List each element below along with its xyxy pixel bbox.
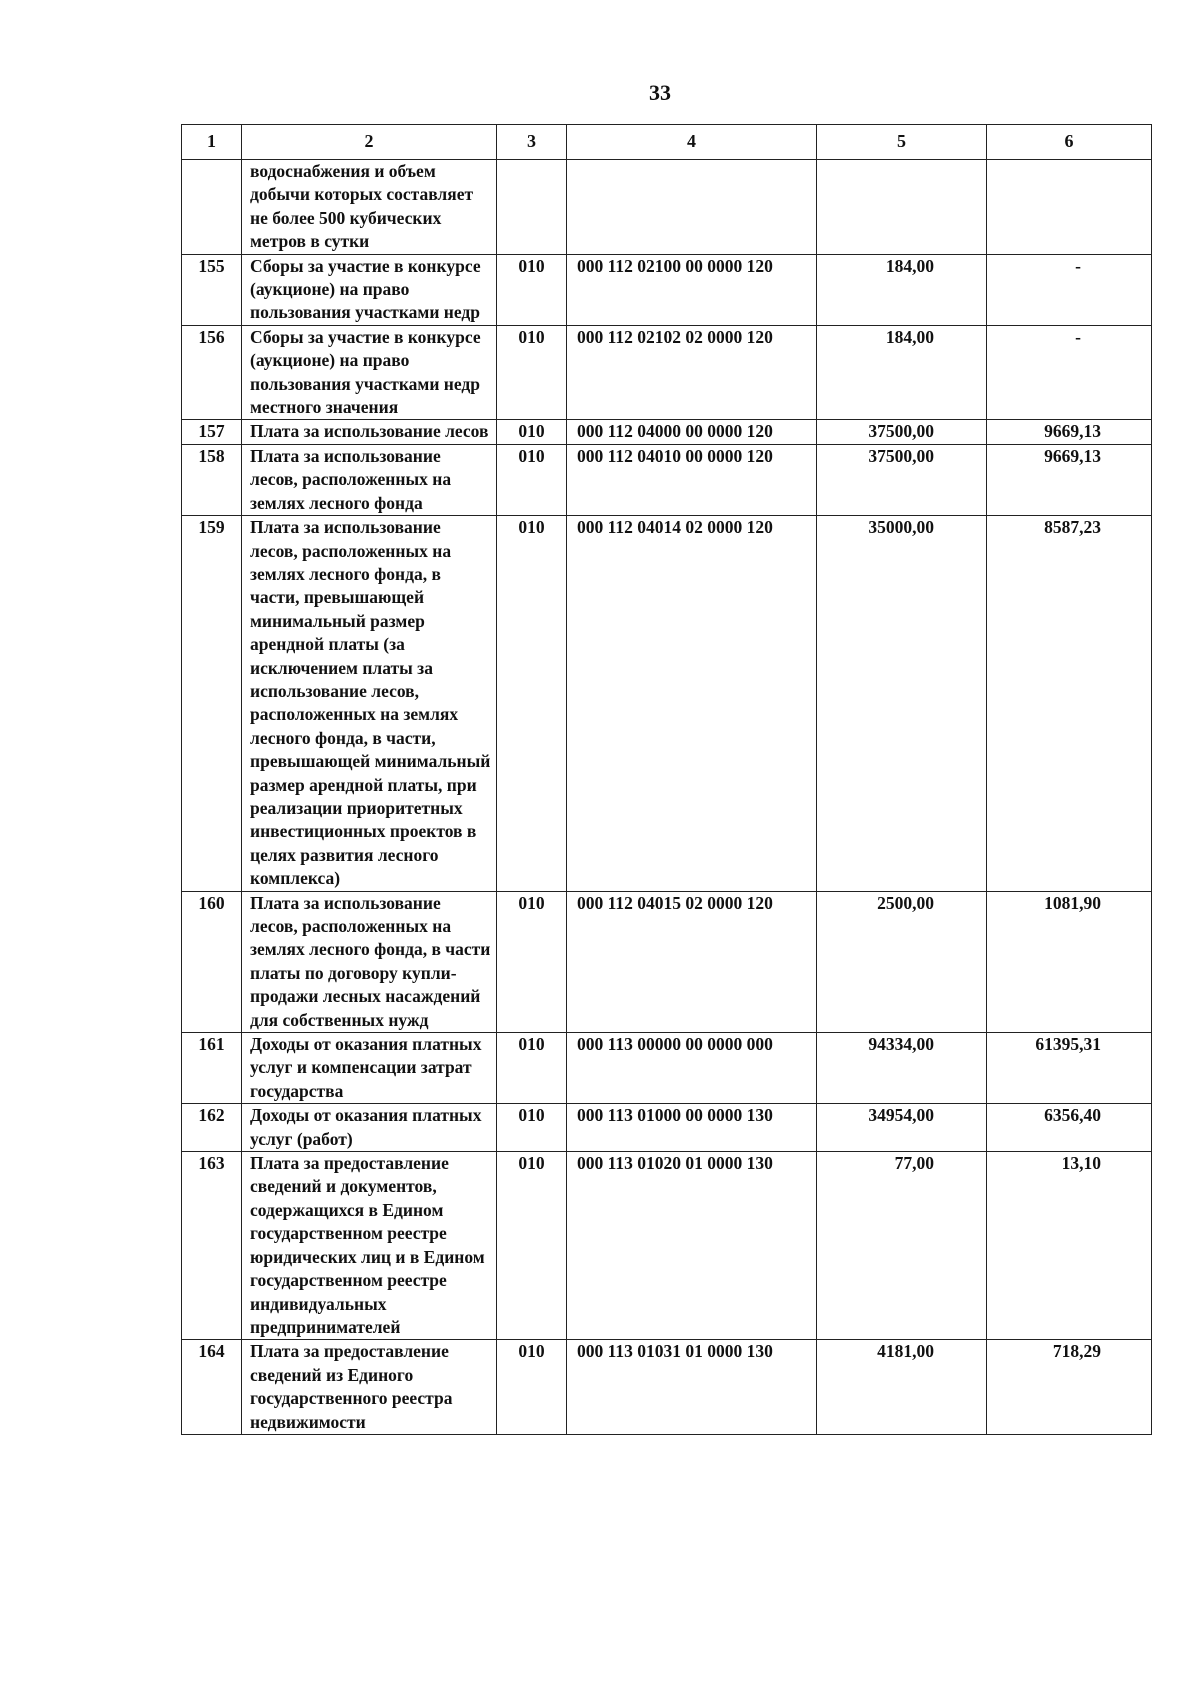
budget-classification-code: 000 113 00000 00 0000 000 bbox=[567, 1033, 817, 1104]
actual-amount: 6356,40 bbox=[987, 1104, 1152, 1152]
planned-amount: 184,00 bbox=[817, 325, 987, 420]
row-number: 162 bbox=[182, 1104, 242, 1152]
planned-amount: 34954,00 bbox=[817, 1104, 987, 1152]
budget-classification-code: 000 112 04000 00 0000 120 bbox=[567, 420, 817, 444]
admin-code: 010 bbox=[497, 444, 567, 515]
planned-amount: 77,00 bbox=[817, 1152, 987, 1340]
budget-classification-code: 000 112 02100 00 0000 120 bbox=[567, 254, 817, 325]
actual-amount: 8587,23 bbox=[987, 516, 1152, 892]
planned-amount bbox=[817, 160, 987, 255]
column-header: 3 bbox=[497, 125, 567, 160]
revenue-name: Доходы от оказания платных услуг (работ) bbox=[242, 1104, 497, 1152]
table-row bbox=[182, 160, 1152, 255]
actual-amount: 13,10 bbox=[987, 1152, 1152, 1340]
revenue-name: Плата за предоставление сведений и документов, содержащихся в Едином государственном реестре юридических лиц и в Едином государственном реестре индивидуальных предпринимателей bbox=[242, 1152, 497, 1340]
actual-amount: 718,29 bbox=[987, 1340, 1152, 1435]
row-number: 157 bbox=[182, 420, 242, 444]
table-row bbox=[182, 444, 1152, 515]
planned-amount: 4181,00 bbox=[817, 1340, 987, 1435]
admin-code: 010 bbox=[497, 325, 567, 420]
table-row bbox=[182, 325, 1152, 420]
column-header: 1 bbox=[182, 125, 242, 160]
table-row bbox=[182, 254, 1152, 325]
budget-classification-code: 000 113 01031 01 0000 130 bbox=[567, 1340, 817, 1435]
planned-amount: 2500,00 bbox=[817, 891, 987, 1032]
revenue-name: Сборы за участие в конкурсе (аукционе) на право пользования участками недр bbox=[242, 254, 497, 325]
table-row bbox=[182, 891, 1152, 1032]
column-header: 2 bbox=[242, 125, 497, 160]
budget-classification-code: 000 113 01000 00 0000 130 bbox=[567, 1104, 817, 1152]
table-row bbox=[182, 1152, 1152, 1340]
admin-code: 010 bbox=[497, 1152, 567, 1340]
actual-amount: 1081,90 bbox=[987, 891, 1152, 1032]
table-row bbox=[182, 1104, 1152, 1152]
revenue-name: водоснабжения и объем добычи которых составляет не более 500 кубических метров в сутки bbox=[242, 160, 497, 255]
admin-code: 010 bbox=[497, 516, 567, 892]
revenue-name: Доходы от оказания платных услуг и компенсации затрат государства bbox=[242, 1033, 497, 1104]
admin-code bbox=[497, 160, 567, 255]
row-number bbox=[182, 160, 242, 255]
planned-amount: 184,00 bbox=[817, 254, 987, 325]
row-number: 164 bbox=[182, 1340, 242, 1435]
revenue-name: Плата за предоставление сведений из Единого государственного реестра недвижимости bbox=[242, 1340, 497, 1435]
admin-code: 010 bbox=[497, 891, 567, 1032]
planned-amount: 35000,00 bbox=[817, 516, 987, 892]
actual-amount: - bbox=[987, 254, 1152, 325]
revenue-name: Плата за использование лесов, расположенных на землях лесного фонда, в части платы по договору купли-продажи лесных насаждений для собственных нужд bbox=[242, 891, 497, 1032]
budget-classification-code: 000 112 04015 02 0000 120 bbox=[567, 891, 817, 1032]
budget-classification-code: 000 113 01020 01 0000 130 bbox=[567, 1152, 817, 1340]
budget-classification-code: 000 112 02102 02 0000 120 bbox=[567, 325, 817, 420]
column-header: 5 bbox=[817, 125, 987, 160]
row-number: 160 bbox=[182, 891, 242, 1032]
actual-amount: 9669,13 bbox=[987, 420, 1152, 444]
revenue-name: Плата за использование лесов, расположенных на землях лесного фонда, в части, превышающей минимальный размер арендной платы (за исключением платы за использование лесов, расположенных на землях лесного фонда, в части, превышающей минимальный размер арендной платы, при реализации приоритетных инвестиционных проектов в целях развития лесного комплекса) bbox=[242, 516, 497, 892]
planned-amount: 94334,00 bbox=[817, 1033, 987, 1104]
budget-classification-code: 000 112 04010 00 0000 120 bbox=[567, 444, 817, 515]
table-row bbox=[182, 420, 1152, 444]
row-number: 159 bbox=[182, 516, 242, 892]
actual-amount: - bbox=[987, 325, 1152, 420]
revenue-name: Сборы за участие в конкурсе (аукционе) на право пользования участками недр местного значения bbox=[242, 325, 497, 420]
actual-amount: 9669,13 bbox=[987, 444, 1152, 515]
actual-amount bbox=[987, 160, 1152, 255]
budget-classification-code: 000 112 04014 02 0000 120 bbox=[567, 516, 817, 892]
page-number: 33 bbox=[649, 80, 671, 105]
revenue-name: Плата за использование лесов bbox=[242, 420, 497, 444]
budget-classification-code bbox=[567, 160, 817, 255]
table-row bbox=[182, 516, 1152, 892]
budget-revenue-table bbox=[181, 124, 1152, 1435]
column-header: 4 bbox=[567, 125, 817, 160]
admin-code: 010 bbox=[497, 1033, 567, 1104]
planned-amount: 37500,00 bbox=[817, 444, 987, 515]
row-number: 163 bbox=[182, 1152, 242, 1340]
row-number: 158 bbox=[182, 444, 242, 515]
revenue-name: Плата за использование лесов, расположенных на землях лесного фонда bbox=[242, 444, 497, 515]
row-number: 155 bbox=[182, 254, 242, 325]
admin-code: 010 bbox=[497, 1104, 567, 1152]
column-header: 6 bbox=[987, 125, 1152, 160]
planned-amount: 37500,00 bbox=[817, 420, 987, 444]
table-row bbox=[182, 1033, 1152, 1104]
header-row bbox=[182, 125, 1152, 160]
actual-amount: 61395,31 bbox=[987, 1033, 1152, 1104]
table-row bbox=[182, 1340, 1152, 1435]
admin-code: 010 bbox=[497, 420, 567, 444]
admin-code: 010 bbox=[497, 254, 567, 325]
row-number: 161 bbox=[182, 1033, 242, 1104]
row-number: 156 bbox=[182, 325, 242, 420]
admin-code: 010 bbox=[497, 1340, 567, 1435]
